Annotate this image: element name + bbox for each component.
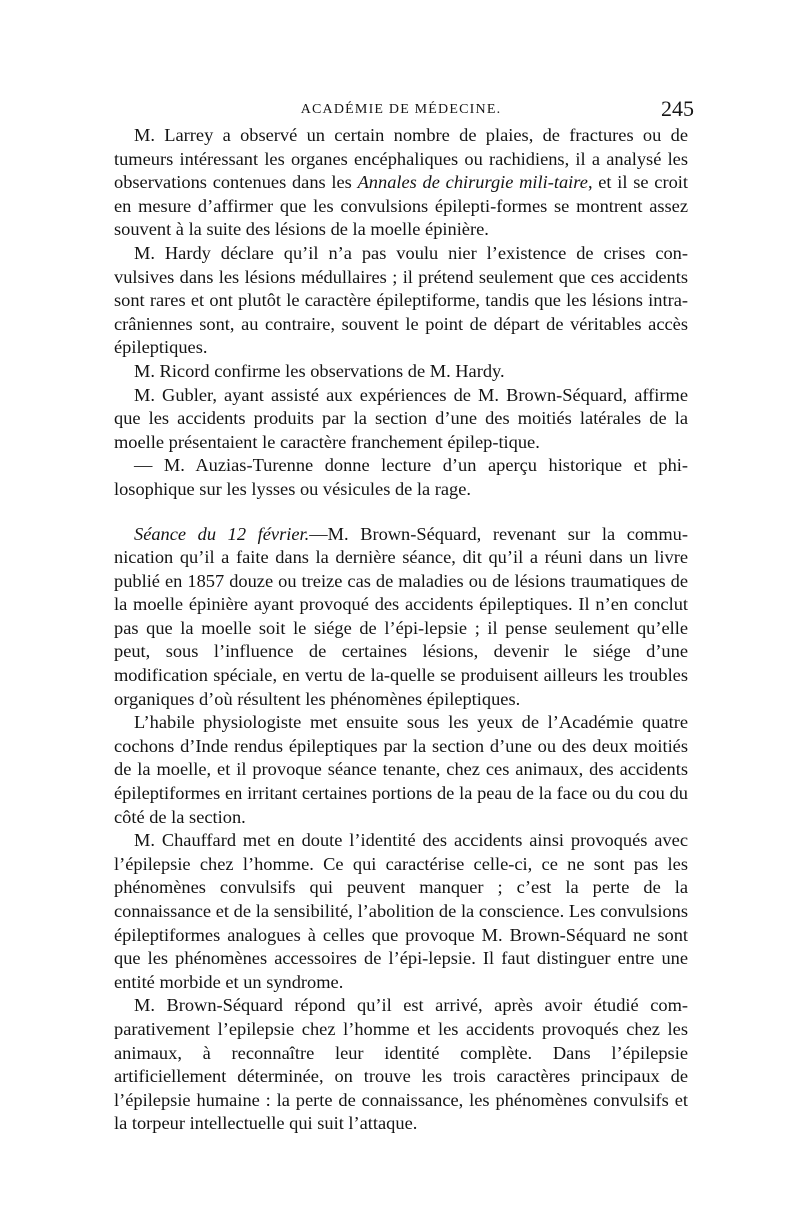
- running-header: [114, 96, 694, 124]
- book-page: [114, 96, 694, 1136]
- section-gap: [114, 502, 688, 523]
- paragraph-text: —M. Brown-Séquard, revenant sur la commu-nication qu’il a faite dans la dernière séance, dit qu’il a réuni dans un livre publié en 1857 douze ou treize cas de maladies ou de lésions traumatiques de la moelle épinière ayant provoqué des accidents épileptiques. Il n’en conclut pas que la moelle soit le siége de l’épi-lepsie ; il pense seulement qu’elle peut, sous l’influence de certaines lésions, devenir le siége d’une modification spéciale, en vertu de la-quelle se produisent ailleurs les troubles organiques d’où résultent les phénomènes épileptiques.: [114, 523, 688, 709]
- paragraph-hardy: M. Hardy déclare qu’il n’a pas voulu nier l’existence de crises con-vulsives dans les lésions médullaires ; il prétend seulement que ces accidents sont rares et ont plutôt le caractère épileptiforme, tandis que les lésions intra-crâniennes sont, au contraire, souvent le point de départ de véritables accès épileptiques.: [114, 242, 688, 358]
- running-title: ACADÉMIE DE MÉDECINE.: [300, 102, 502, 117]
- paragraph-chauffard: M. Chauffard met en doute l’identité des accidents ainsi provoqués avec l’épilepsie chez l’homme. Ce qui caractérise celle-ci, ce ne sont pas les phénomènes convulsifs qui peuvent manquer ; c’est la perte de la connaissance et de la sensibilité, l’abolition de la conscience. Les convulsions épileptiformes analogues à celles que provoque M. Brown-Séquard ne sont que les phénomènes accessoires de l’épi-lepsie. Il faut distinguer entre une entité morbide et un syndrome.: [114, 830, 688, 992]
- paragraph-ricord: M. Ricord confirme les observations de M. Hardy.: [134, 360, 505, 381]
- page-number: 245: [661, 96, 694, 121]
- paragraph-physiologiste: L’habile physiologiste met ensuite sous les yeux de l’Académie quatre cochons d’Inde rendus épileptiques par la section d’une ou des deux moitiés de la moelle, et il provoque séance tenante, chez ces animaux, des accidents épileptiformes en irritant certaines portions de la peau de la face ou du cou du côté de la section.: [114, 712, 688, 827]
- paragraph-brown-sequard-reply: M. Brown-Séquard répond qu’il est arrivé, après avoir étudié com-parativement l’epilepsie chez l’homme et les accidents provoqués chez les animaux, à reconnaître leur identité complète. Dans l’épilepsie artificiellement déterminée, on trouve les trois caractères principaux de l’épilepsie humaine : la perte de connaissance, les phénomènes convulsifs et la torpeur intellectuelle qui suit l’attaque.: [114, 995, 688, 1134]
- paragraph-text: M. Larrey a observé un certain nombre de plaies, de fractures ou de tumeurs intéressant les organes encéphaliques ou rachidiens, il a analysé les observations contenues dans les: [114, 125, 688, 193]
- paragraph-larrey: [114, 124, 688, 242]
- session-date: Séance du 12 février.: [134, 523, 310, 544]
- paragraph-seance-12-fevrier: [114, 523, 688, 712]
- paragraph-auzias-turenne: — M. Auzias-Turenne donne lecture d’un aperçu historique et phi-losophique sur les lysses ou vésicules de la rage.: [114, 455, 688, 499]
- journal-title: Annales de chirurgie mili-taire: [357, 172, 588, 193]
- paragraph-gubler: M. Gubler, ayant assisté aux expériences de M. Brown-Séquard, affirme que les accidents produits par la section d’une des moitiés latérales de la moelle présentaient le caractère franchement épilep-tique.: [114, 384, 688, 452]
- paragraph-text: , et il se croit en mesure d’affirmer que les convulsions épilepti-formes se montrent assez souvent à la suite des lésions de la moelle épinière.: [114, 172, 688, 240]
